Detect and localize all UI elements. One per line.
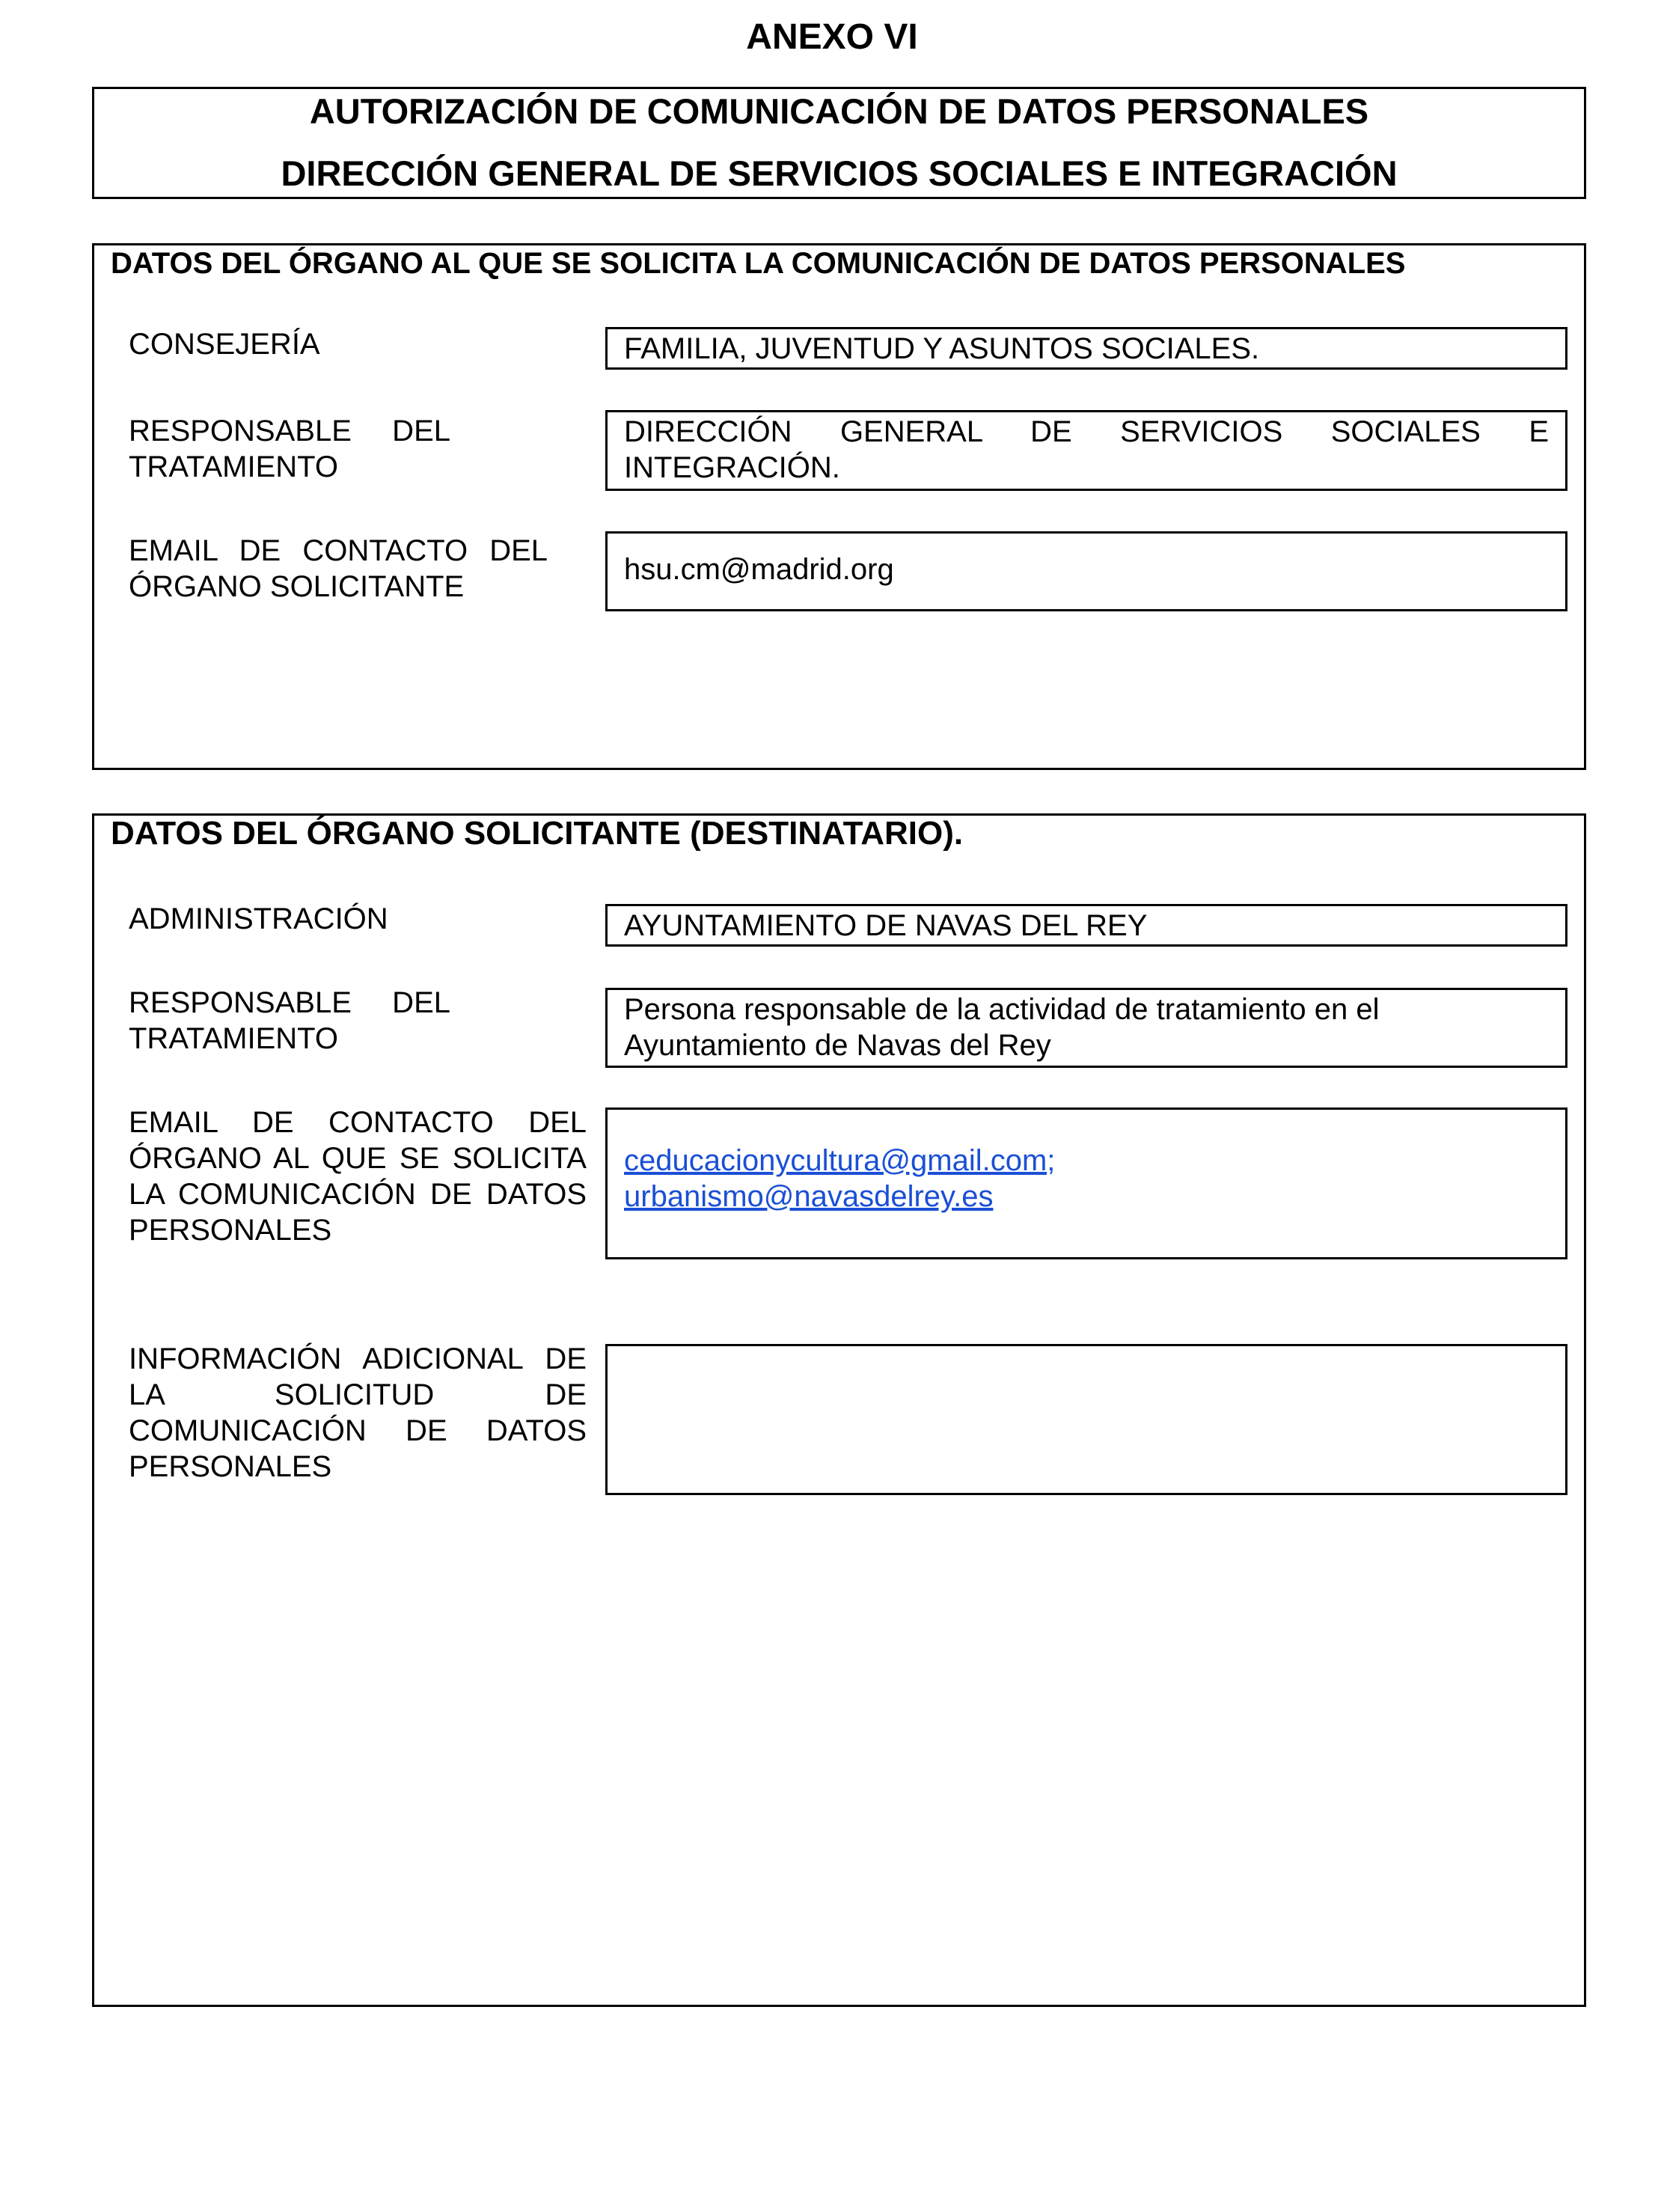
consejeria-label: CONSEJERÍA <box>129 328 320 361</box>
section-organo-cedente <box>92 243 1586 770</box>
email-field[interactable] <box>605 1107 1567 1259</box>
email-link-educacion[interactable]: ceducacionycultura@gmail.com; <box>624 1144 1056 1177</box>
administracion-label: ADMINISTRACIÓN <box>129 902 388 935</box>
info-label: INFORMACIÓN ADICIONAL DE LA SOLICITUD DE COMUNICACIÓN DE DATOS PERSONALES <box>129 1342 587 1483</box>
document-header-box <box>92 87 1586 199</box>
email-link-urbanismo[interactable]: urbanismo@navasdelrey.es <box>624 1180 994 1213</box>
email-label: EMAIL DE CONTACTO DEL ÓRGANO AL QUE SE SOLICITA LA COMUNICACIÓN DE DATOS PERSONALES <box>129 1106 587 1247</box>
info-field[interactable] <box>605 1344 1567 1495</box>
header-subtitle: DIRECCIÓN GENERAL DE SERVICIOS SOCIALES E INTEGRACIÓN <box>281 153 1398 193</box>
section-title: DATOS DEL ÓRGANO SOLICITANTE (DESTINATARIO). <box>111 815 964 852</box>
section-organo-solicitante <box>92 813 1586 2007</box>
responsable-label: RESPONSABLE DEL TRATAMIENTO <box>129 415 450 483</box>
responsable-label: RESPONSABLE DEL TRATAMIENTO <box>129 986 450 1055</box>
annex-title: ANEXO VI <box>746 17 918 57</box>
responsable-value-line2: INTEGRACIÓN. <box>624 451 840 484</box>
responsable-field[interactable]: Persona responsable de la actividad de tratamiento en el Ayuntamiento de Navas del Rey <box>605 988 1567 1068</box>
email-field[interactable]: hsu.cm@madrid.org <box>605 531 1567 611</box>
section-title: DATOS DEL ÓRGANO AL QUE SE SOLICITA LA COMUNICACIÓN DE DATOS PERSONALES <box>111 247 1406 280</box>
header-title: AUTORIZACIÓN DE COMUNICACIÓN DE DATOS PERSONALES <box>309 91 1369 131</box>
responsable-value-line1: DIRECCIÓN GENERAL DE SERVICIOS SOCIALES E <box>624 415 1549 448</box>
responsable-field[interactable] <box>605 410 1567 491</box>
administracion-field[interactable]: AYUNTAMIENTO DE NAVAS DEL REY <box>605 904 1567 947</box>
email-label: EMAIL DE CONTACTO DEL ÓRGANO SOLICITANTE <box>129 534 548 603</box>
consejeria-field[interactable]: FAMILIA, JUVENTUD Y ASUNTOS SOCIALES. <box>605 327 1567 370</box>
